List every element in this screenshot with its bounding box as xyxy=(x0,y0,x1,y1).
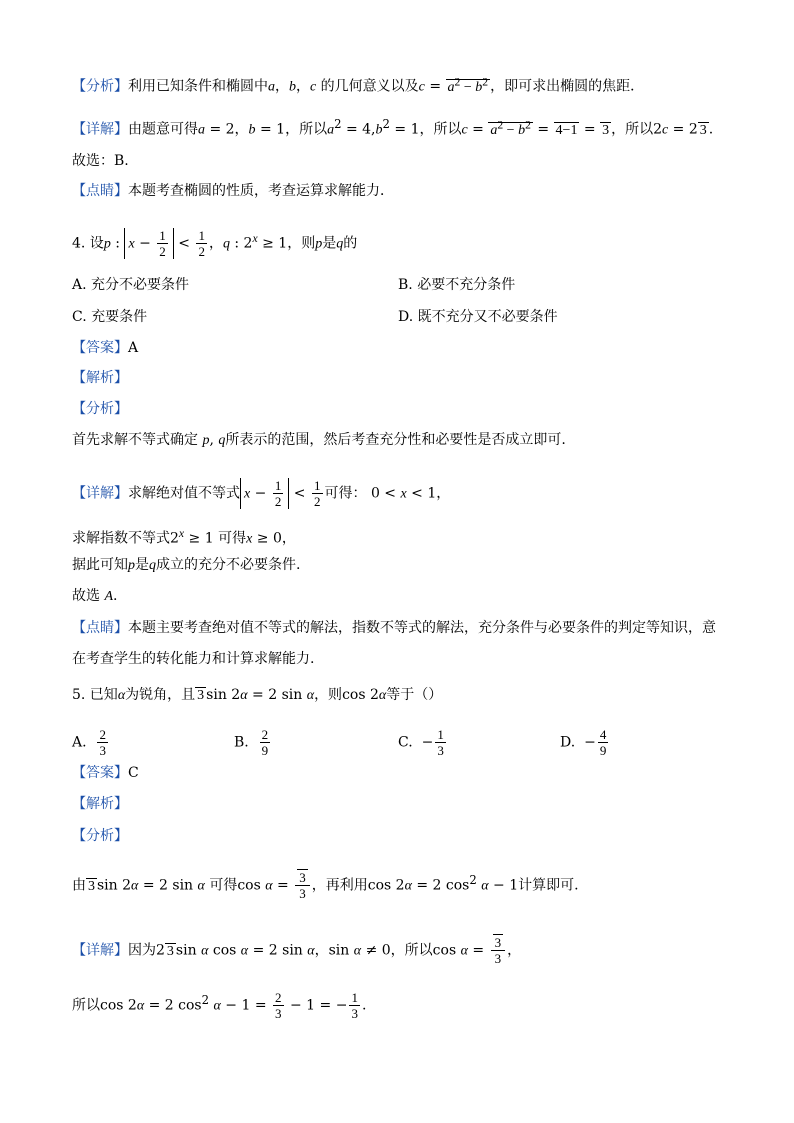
q4-detail-1: 【详解】求解绝对值不等式 x − $\frac{1}{2}$ < $\frac{1}{2}$ 可得： 0 < x < 1， xyxy=(72,478,451,509)
q5-jiexi: 【解析】 xyxy=(72,796,128,812)
q5-fenxi: 【分析】 xyxy=(72,828,128,844)
q4-analysis-text: 首先求解不等式确定 p, q所表示的范围，然后考查充分性和必要性是否成立即可. xyxy=(72,432,566,448)
q4-option-a: A. 充分不必要条件 xyxy=(72,277,190,293)
q4-option-b: B. 必要不充分条件 xyxy=(398,277,516,293)
question-5-stem: 5. 已知α为锐角，且 3 sin 2α = 2 sin α，则cos 2α等于（） xyxy=(72,687,443,703)
q5-detail-1: 【详解】因为2 3 sin α cos α = 2 sin α，sin α ≠ 0，所以cos α = $\frac{3}{3}$ ， xyxy=(72,935,522,966)
detail-line-1: 【详解】由题意可得a = 2，b = 1，所以$a^2 = 4,b^2 = 1$，所以$c = a^2 - b^2 = 4-1 = 3$ ，所以2c = 2 3 . xyxy=(72,117,714,138)
question-4-stem: 4. 设p : x − $\frac{1}{2}$ < $\frac{1}{2}$ ，q : $2^x \ge 1$，则p是q的 xyxy=(72,228,358,259)
q4-note-1: 【点睛】本题主要考查绝对值不等式的解法，指数不等式的解法，充分条件与必要条件的判定等知识，意 xyxy=(72,620,716,636)
q4-option-c: C. 充要条件 xyxy=(72,309,148,325)
q4-note-2: 在考查学生的转化能力和计算求解能力. xyxy=(72,651,315,667)
q4-jiexi: 【解析】 xyxy=(72,370,128,386)
q5-answer: 【答案】C xyxy=(72,765,139,781)
analysis-line-1: 【分析】利用已知条件和椭圆中a，b，c 的几何意义以及$c = a^2 - b^2$ ，即可求出椭圆的焦距． xyxy=(72,75,645,95)
comment-line: 【点睛】本题考查椭圆的性质，考查运算求解能力． xyxy=(72,183,394,199)
q4-choose: 故选 A. xyxy=(72,588,118,604)
q5-option-c: C. − $\frac{1}{3}$ xyxy=(398,727,444,758)
q4-fenxi: 【分析】 xyxy=(72,401,128,417)
q5-detail-2: 所以cos 2α = 2 $\cos^2 \alpha - 1$ = $\frac{2}{3}$ − 1 = − $\frac{1}{3}$ . xyxy=(72,990,367,1022)
q4-option-d: D. 既不充分又不必要条件 xyxy=(398,309,558,325)
q5-option-d: D. − $\frac{4}{9}$ xyxy=(560,727,607,758)
q5-option-a: A. $\frac{2}{3}$ xyxy=(72,727,106,758)
q4-answer: 【答案】A xyxy=(72,340,139,356)
q4-detail-3: 据此可知p是q成立的充分不必要条件. xyxy=(72,557,301,573)
q5-analysis-text: 由 3 sin 2α = 2 sin α 可得cos α = $\frac{3}{3}$ ，再利用cos 2α = 2 $\cos^2 \alpha - 1$计算即可. xyxy=(72,870,579,902)
choose-line: 故选：B. xyxy=(72,153,129,169)
analysis-tag: 【分析】 xyxy=(72,78,128,95)
q5-option-b: B. $\frac{2}{9}$ xyxy=(234,727,269,758)
q4-detail-2: 求解指数不等式$2^x \ge 1$ 可得x ≥ 0， xyxy=(72,527,296,547)
